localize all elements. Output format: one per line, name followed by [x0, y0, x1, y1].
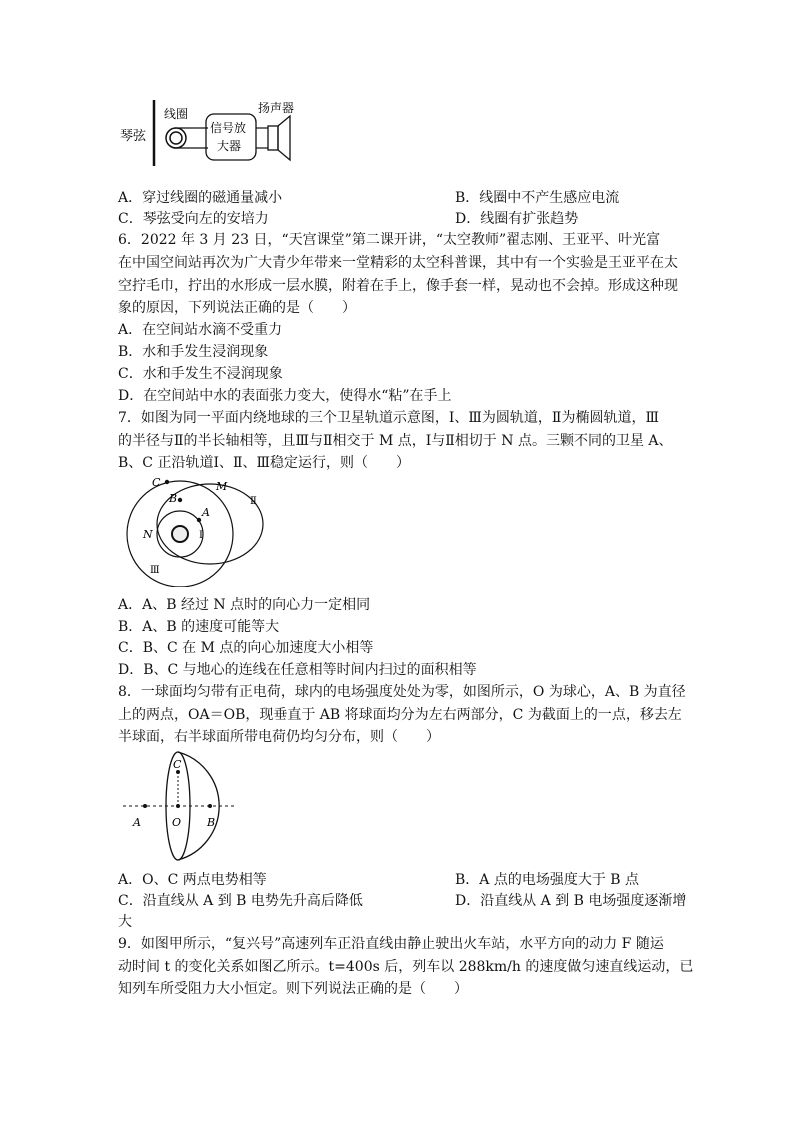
- q8-option-c: C．沿直线从 A 到 B 电势先升高后降低: [118, 893, 363, 909]
- speaker-body: [268, 126, 278, 150]
- label-orbit-iii: Ⅲ: [150, 565, 160, 576]
- string-label: 琴弦: [120, 129, 147, 144]
- label-c: C: [152, 476, 161, 489]
- label-orbit-i: Ⅰ: [199, 530, 203, 541]
- satellite-b-dot: [178, 498, 182, 502]
- q8-stem-line-3: 半球面，右半球面所带电荷仍均匀分布，则（ ）: [118, 729, 440, 745]
- q8-option-b: B．A 点的电场强度大于 B 点: [455, 872, 640, 888]
- coil-outer: [166, 128, 186, 148]
- q9-stem-line-1: 9．如图甲所示，“复兴号”高速列车正沿直线由静止驶出火车站，水平方向的动力 F 随运: [118, 936, 664, 952]
- q6-option-b: B．水和手发生浸润现象: [118, 344, 269, 360]
- q6-stem-line-1: 6．2022 年 3 月 23 日，“天宫课堂”第二课开讲，“太空教师”翟志刚、王亚平、叶光富: [118, 232, 661, 248]
- label-c: C: [173, 758, 182, 771]
- q8-option-a: A．O、C 两点电势相等: [118, 872, 267, 888]
- satellite-c-dot: [165, 480, 169, 484]
- q7-option-c: C．B、C 在 M 点的向心加速度大小相等: [118, 640, 374, 656]
- label-m: M: [216, 480, 228, 493]
- q6-stem-line-4: 象的原因，下列说法正确的是（ ）: [118, 300, 356, 316]
- speaker-cone: [278, 116, 290, 160]
- amp-label-1: 信号放: [210, 121, 247, 135]
- q9-stem-line-2: 动时间 t 的变化关系如图乙所示。t=400s 后，列车以 288km/h 的速度做匀速直线运动，已: [118, 959, 694, 975]
- earth: [172, 526, 188, 542]
- q7-stem-line-1: 7．如图为同一平面内绕地球的三个卫星轨道示意图，Ⅰ、Ⅲ为圆轨道，Ⅱ为椭圆轨道，Ⅲ: [118, 410, 659, 426]
- point-a: [143, 804, 147, 808]
- q7-option-b: B．A、B 的速度可能等大: [118, 619, 280, 635]
- guitar-pickup-figure: [118, 96, 308, 168]
- q6-stem-line-3: 空拧毛巾，拧出的水形成一层水膜，附着在手上，像手套一样，晃动也不会掉。形成这种现: [118, 278, 678, 294]
- q8-stem-line-2: 上的两点，OA＝OB，现垂直于 AB 将球面均分为左右两部分，C 为截面上的一点，移去左: [118, 707, 682, 723]
- label-o: O: [172, 816, 182, 829]
- satellite-a-dot: [197, 518, 201, 522]
- q9-stem-line-3: 知列车所受阻力大小恒定。则下列说法正确的是（ ）: [118, 981, 468, 997]
- q5-option-a: A．穿过线圈的磁通量减小: [118, 190, 283, 206]
- q7-option-d: D．B、C 与地心的连线在任意相等时间内扫过的面积相等: [118, 662, 477, 678]
- label-b: B: [169, 492, 178, 505]
- orbit-figure: [118, 472, 278, 587]
- coil-label: 线圈: [164, 107, 189, 121]
- q6-option-a: A．在空间站水滴不受重力: [118, 322, 283, 338]
- speaker-label: 扬声器: [258, 101, 295, 115]
- amp-label-2: 大器: [217, 139, 242, 153]
- label-a: A: [133, 816, 141, 829]
- point-o: [176, 804, 180, 808]
- coil-inner: [170, 132, 182, 144]
- q6-stem-line-2: 在中国空间站再次为广大青少年带来一堂精彩的太空科普课，其中有一个实验是王亚平在太: [118, 255, 678, 271]
- hemisphere-figure: [118, 748, 248, 866]
- q8-stem-line-1: 8．一球面均匀带有正电荷，球内的电场强度处处为零，如图所示，O 为球心，A、B 为直径: [118, 684, 686, 700]
- label-orbit-ii: Ⅱ: [250, 496, 257, 507]
- q6-option-c: C．水和手发生不浸润现象: [118, 366, 283, 382]
- q7-option-a: A．A、B 经过 N 点时的向心力一定相同: [118, 597, 371, 613]
- q6-option-d: D．在空间站中水的表面张力变大，使得水“粘”在手上: [118, 388, 452, 404]
- label-a: A: [202, 506, 210, 519]
- q7-stem-line-3: B、C 正沿轨道Ⅰ、Ⅱ、Ⅲ稳定运行，则（ ）: [118, 455, 410, 471]
- q5-option-b: B．线圈中不产生感应电流: [455, 190, 620, 206]
- q5-option-c: C．琴弦受向左的安培力: [118, 211, 269, 227]
- label-n: N: [143, 528, 153, 541]
- label-b: B: [207, 816, 216, 829]
- q8-option-d-continued: 大: [118, 914, 132, 930]
- q7-stem-line-2: 的半径与Ⅱ的半长轴相等，且Ⅲ与Ⅱ相交于 M 点，Ⅰ与Ⅱ相切于 N 点。三颗不同的卫星 A、: [118, 433, 673, 449]
- q8-option-d: D．沿直线从 A 到 B 电场强度逐渐增: [455, 893, 687, 909]
- q5-option-d: D．线圈有扩张趋势: [455, 211, 579, 227]
- point-b: [208, 804, 212, 808]
